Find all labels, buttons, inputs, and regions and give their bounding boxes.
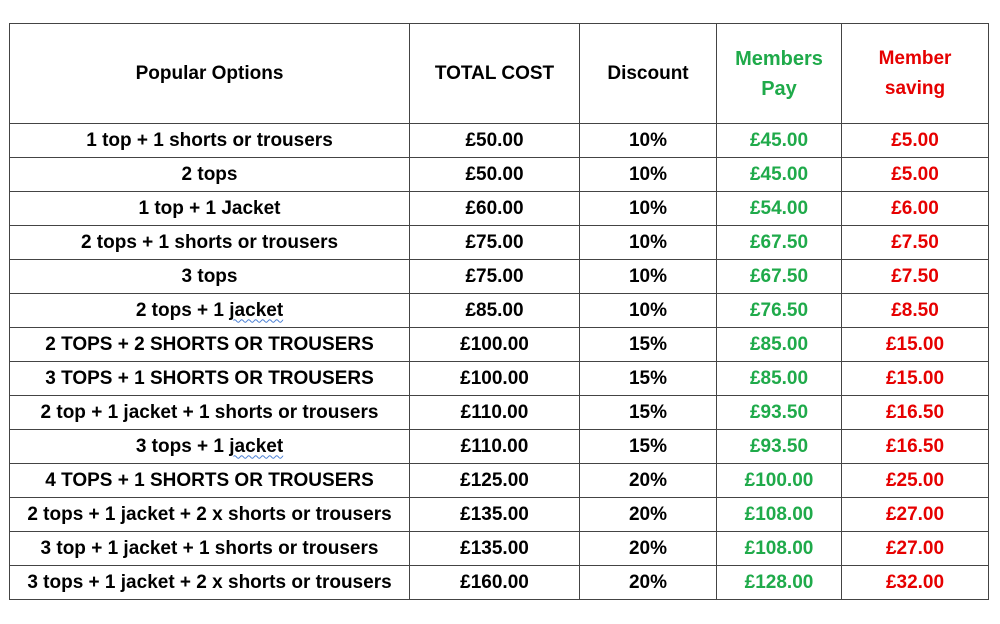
discount-cell: 10% — [580, 158, 717, 192]
members-pay-cell: £128.00 — [717, 566, 842, 600]
members-pay-cell: £93.50 — [717, 396, 842, 430]
discount-cell: 10% — [580, 192, 717, 226]
table-row — [10, 158, 989, 192]
total-cost-cell: £135.00 — [410, 532, 580, 566]
discount-cell: 20% — [580, 464, 717, 498]
member-saving-cell: £8.50 — [842, 294, 989, 328]
table-row — [10, 532, 989, 566]
header-row — [10, 24, 989, 124]
total-cost-cell: £75.00 — [410, 260, 580, 294]
member-saving-cell: £7.50 — [842, 260, 989, 294]
header-member-saving — [842, 24, 989, 124]
total-cost-cell: £125.00 — [410, 464, 580, 498]
table-row — [10, 192, 989, 226]
option-cell: 4 TOPS + 1 SHORTS OR TROUSERS — [10, 464, 410, 498]
header-members-pay-line2: Pay — [761, 77, 797, 100]
header-popular-options: Popular Options — [10, 24, 410, 124]
option-cell: 1 top + 1 Jacket — [10, 192, 410, 226]
discount-cell: 15% — [580, 396, 717, 430]
member-saving-cell: £25.00 — [842, 464, 989, 498]
option-cell: 2 tops — [10, 158, 410, 192]
total-cost-cell: £100.00 — [410, 362, 580, 396]
member-saving-cell: £7.50 — [842, 226, 989, 260]
members-pay-cell: £85.00 — [717, 362, 842, 396]
total-cost-cell: £160.00 — [410, 566, 580, 600]
members-pay-cell: £108.00 — [717, 532, 842, 566]
members-pay-cell: £108.00 — [717, 498, 842, 532]
option-cell: 2 tops + 1 jacket + 2 x shorts or trousers — [10, 498, 410, 532]
header-members-pay — [717, 24, 842, 124]
discount-cell: 20% — [580, 566, 717, 600]
member-saving-cell: £27.00 — [842, 532, 989, 566]
member-saving-cell: £16.50 — [842, 396, 989, 430]
table-row — [10, 226, 989, 260]
members-pay-cell: £45.00 — [717, 158, 842, 192]
total-cost-cell: £50.00 — [410, 124, 580, 158]
member-saving-cell: £16.50 — [842, 430, 989, 464]
members-pay-cell: £54.00 — [717, 192, 842, 226]
header-member-saving-line1: Member — [878, 47, 952, 69]
discount-cell: 10% — [580, 260, 717, 294]
members-pay-cell: £100.00 — [717, 464, 842, 498]
total-cost-cell: £135.00 — [410, 498, 580, 532]
discount-cell: 10% — [580, 226, 717, 260]
total-cost-cell: £110.00 — [410, 430, 580, 464]
members-pay-cell: £45.00 — [717, 124, 842, 158]
discount-cell: 10% — [580, 294, 717, 328]
members-pay-cell: £67.50 — [717, 226, 842, 260]
pricing-table — [9, 23, 989, 600]
option-text: 3 tops + 1 — [135, 435, 230, 457]
discount-cell: 10% — [580, 124, 717, 158]
total-cost-cell: £75.00 — [410, 226, 580, 260]
table-row — [10, 260, 989, 294]
table-row — [10, 498, 989, 532]
total-cost-cell: £110.00 — [410, 396, 580, 430]
discount-cell: 20% — [580, 498, 717, 532]
option-cell: 3 tops + 1 jacket + 2 x shorts or trousers — [10, 566, 410, 600]
member-saving-cell: £32.00 — [842, 566, 989, 600]
discount-cell: 15% — [580, 362, 717, 396]
discount-cell: 15% — [580, 328, 717, 362]
member-saving-cell: £27.00 — [842, 498, 989, 532]
members-pay-cell: £76.50 — [717, 294, 842, 328]
option-cell: 3 TOPS + 1 SHORTS OR TROUSERS — [10, 362, 410, 396]
option-cell — [10, 430, 410, 464]
table-row — [10, 294, 989, 328]
members-pay-cell: £67.50 — [717, 260, 842, 294]
table-row — [10, 396, 989, 430]
option-cell: 1 top + 1 shorts or trousers — [10, 124, 410, 158]
option-text: 2 tops + 1 — [135, 299, 230, 321]
header-member-saving-line2: saving — [884, 77, 946, 99]
option-cell: 3 tops — [10, 260, 410, 294]
members-pay-cell: £85.00 — [717, 328, 842, 362]
option-cell: 2 top + 1 jacket + 1 shorts or trousers — [10, 396, 410, 430]
option-cell: 2 tops + 1 shorts or trousers — [10, 226, 410, 260]
spellcheck-word: jacket — [229, 299, 284, 321]
table-row — [10, 362, 989, 396]
spellcheck-word: jacket — [229, 435, 284, 457]
member-saving-cell: £5.00 — [842, 158, 989, 192]
member-saving-cell: £15.00 — [842, 362, 989, 396]
option-cell — [10, 294, 410, 328]
table-row — [10, 566, 989, 600]
option-cell: 3 top + 1 jacket + 1 shorts or trousers — [10, 532, 410, 566]
member-saving-cell: £15.00 — [842, 328, 989, 362]
member-saving-cell: £6.00 — [842, 192, 989, 226]
discount-cell: 15% — [580, 430, 717, 464]
total-cost-cell: £50.00 — [410, 158, 580, 192]
members-pay-cell: £93.50 — [717, 430, 842, 464]
table-row — [10, 328, 989, 362]
option-cell: 2 TOPS + 2 SHORTS OR TROUSERS — [10, 328, 410, 362]
total-cost-cell: £85.00 — [410, 294, 580, 328]
total-cost-cell: £60.00 — [410, 192, 580, 226]
total-cost-cell: £100.00 — [410, 328, 580, 362]
table-row — [10, 464, 989, 498]
table-row — [10, 430, 989, 464]
header-discount: Discount — [580, 24, 717, 124]
member-saving-cell: £5.00 — [842, 124, 989, 158]
header-total-cost: TOTAL COST — [410, 24, 580, 124]
header-members-pay-line1: Members — [735, 47, 823, 70]
table-row — [10, 124, 989, 158]
discount-cell: 20% — [580, 532, 717, 566]
